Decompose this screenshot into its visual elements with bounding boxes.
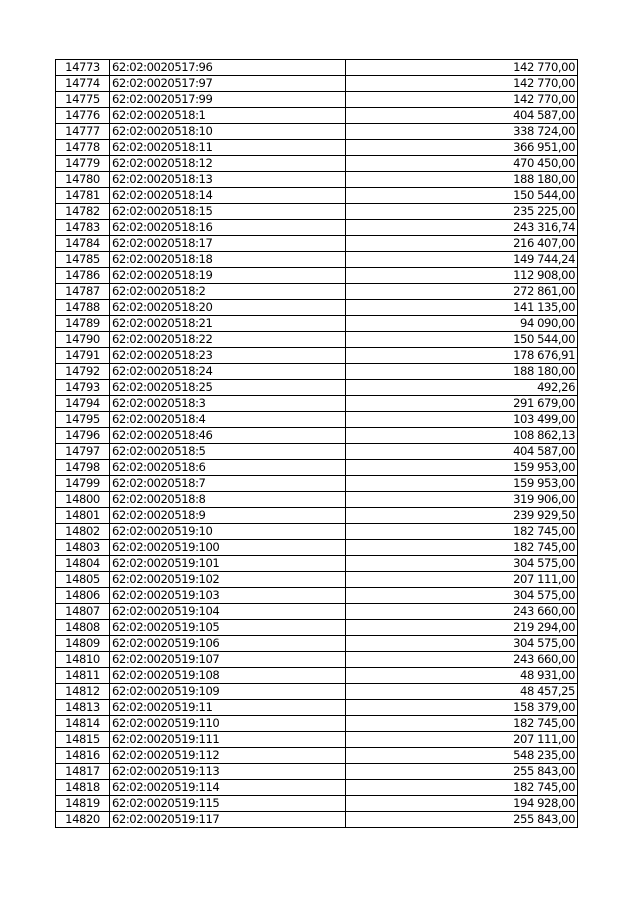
cadastral-value-cell: 182 745,00: [346, 524, 578, 540]
cadastral-value-cell: 150 544,00: [346, 188, 578, 204]
cadastral-value-cell: 182 745,00: [346, 780, 578, 796]
cadastral-value-cell: 243 660,00: [346, 604, 578, 620]
cadastral-value-cell: 149 744,24: [346, 252, 578, 268]
cadastral-value-cell: 239 929,50: [346, 508, 578, 524]
cadastral-value-cell: 255 843,00: [346, 764, 578, 780]
cadastral-number-cell: 62:02:0020518:21: [110, 316, 346, 332]
cadastral-number-cell: 62:02:0020519:110: [110, 716, 346, 732]
table-row: [56, 284, 578, 300]
row-number-cell: 14785: [56, 252, 110, 268]
cadastral-value-cell: 338 724,00: [346, 124, 578, 140]
table-row: [56, 620, 578, 636]
cadastral-value-cell: 291 679,00: [346, 396, 578, 412]
row-number-cell: 14819: [56, 796, 110, 812]
cadastral-number-cell: 62:02:0020518:4: [110, 412, 346, 428]
row-number-cell: 14795: [56, 412, 110, 428]
cadastral-number-cell: 62:02:0020519:113: [110, 764, 346, 780]
row-number-cell: 14809: [56, 636, 110, 652]
table-row: [56, 540, 578, 556]
cadastral-number-cell: 62:02:0020518:6: [110, 460, 346, 476]
table-row: [56, 812, 578, 828]
cadastral-value-cell: 142 770,00: [346, 76, 578, 92]
cadastral-number-cell: 62:02:0020519:109: [110, 684, 346, 700]
row-number-cell: 14773: [56, 60, 110, 76]
cadastral-number-cell: 62:02:0020519:101: [110, 556, 346, 572]
table-row: [56, 428, 578, 444]
cadastral-number-cell: 62:02:0020519:103: [110, 588, 346, 604]
table-row: [56, 108, 578, 124]
row-number-cell: 14793: [56, 380, 110, 396]
cadastral-value-cell: 470 450,00: [346, 156, 578, 172]
cadastral-value-cell: 182 745,00: [346, 716, 578, 732]
cadastral-number-cell: 62:02:0020519:112: [110, 748, 346, 764]
cadastral-value-cell: 158 379,00: [346, 700, 578, 716]
table-row: [56, 588, 578, 604]
row-number-cell: 14783: [56, 220, 110, 236]
cadastral-value-cell: 304 575,00: [346, 588, 578, 604]
cadastral-number-cell: 62:02:0020519:114: [110, 780, 346, 796]
table-row: [56, 268, 578, 284]
cadastral-value-cell: 159 953,00: [346, 460, 578, 476]
row-number-cell: 14820: [56, 812, 110, 828]
table-row: [56, 220, 578, 236]
table-row: [56, 636, 578, 652]
table-row: [56, 556, 578, 572]
row-number-cell: 14786: [56, 268, 110, 284]
cadastral-number-cell: 62:02:0020517:99: [110, 92, 346, 108]
table-row: [56, 524, 578, 540]
cadastral-value-cell: 219 294,00: [346, 620, 578, 636]
cadastral-number-cell: 62:02:0020518:14: [110, 188, 346, 204]
table-row: [56, 748, 578, 764]
table-row: [56, 476, 578, 492]
cadastral-value-cell: 188 180,00: [346, 172, 578, 188]
table-row: [56, 204, 578, 220]
table-row: [56, 732, 578, 748]
row-number-cell: 14774: [56, 76, 110, 92]
row-number-cell: 14794: [56, 396, 110, 412]
cadastral-value-cell: 48 931,00: [346, 668, 578, 684]
cadastral-value-cell: 150 544,00: [346, 332, 578, 348]
table-row: [56, 444, 578, 460]
table-row: [56, 716, 578, 732]
cadastral-value-cell: 178 676,91: [346, 348, 578, 364]
cadastral-value-cell: 48 457,25: [346, 684, 578, 700]
row-number-cell: 14779: [56, 156, 110, 172]
cadastral-value-cell: 304 575,00: [346, 636, 578, 652]
table-row: [56, 460, 578, 476]
cadastral-number-cell: 62:02:0020519:115: [110, 796, 346, 812]
table-row: [56, 412, 578, 428]
cadastral-number-cell: 62:02:0020517:96: [110, 60, 346, 76]
cadastral-value-cell: 194 928,00: [346, 796, 578, 812]
cadastral-number-cell: 62:02:0020518:11: [110, 140, 346, 156]
table-row: [56, 700, 578, 716]
row-number-cell: 14817: [56, 764, 110, 780]
row-number-cell: 14775: [56, 92, 110, 108]
cadastral-number-cell: 62:02:0020518:17: [110, 236, 346, 252]
table-row: [56, 236, 578, 252]
cadastral-number-cell: 62:02:0020518:19: [110, 268, 346, 284]
cadastral-number-cell: 62:02:0020519:105: [110, 620, 346, 636]
table-row: [56, 316, 578, 332]
row-number-cell: 14776: [56, 108, 110, 124]
cadastral-value-cell: 108 862,13: [346, 428, 578, 444]
cadastral-number-cell: 62:02:0020518:46: [110, 428, 346, 444]
cadastral-number-cell: 62:02:0020519:106: [110, 636, 346, 652]
table-row: [56, 508, 578, 524]
table-row: [56, 572, 578, 588]
table-row: [56, 780, 578, 796]
row-number-cell: 14814: [56, 716, 110, 732]
row-number-cell: 14806: [56, 588, 110, 604]
row-number-cell: 14784: [56, 236, 110, 252]
cadastral-value-cell: 142 770,00: [346, 60, 578, 76]
cadastral-number-cell: 62:02:0020518:1: [110, 108, 346, 124]
row-number-cell: 14782: [56, 204, 110, 220]
table-row: [56, 652, 578, 668]
cadastral-value-cell: 182 745,00: [346, 540, 578, 556]
table-row: [56, 764, 578, 780]
table-row: [56, 172, 578, 188]
cadastral-number-cell: 62:02:0020518:16: [110, 220, 346, 236]
cadastral-value-cell: 112 908,00: [346, 268, 578, 284]
cadastral-value-cell: 142 770,00: [346, 92, 578, 108]
table-row: [56, 668, 578, 684]
cadastral-number-cell: 62:02:0020518:20: [110, 300, 346, 316]
table-row: [56, 364, 578, 380]
row-number-cell: 14777: [56, 124, 110, 140]
table-row: [56, 92, 578, 108]
cadastral-number-cell: 62:02:0020518:23: [110, 348, 346, 364]
row-number-cell: 14781: [56, 188, 110, 204]
table-row: [56, 252, 578, 268]
cadastral-number-cell: 62:02:0020519:10: [110, 524, 346, 540]
row-number-cell: 14802: [56, 524, 110, 540]
row-number-cell: 14798: [56, 460, 110, 476]
row-number-cell: 14790: [56, 332, 110, 348]
cadastral-value-cell: 319 906,00: [346, 492, 578, 508]
cadastral-value-cell: 492,26: [346, 380, 578, 396]
row-number-cell: 14816: [56, 748, 110, 764]
cadastral-number-cell: 62:02:0020518:25: [110, 380, 346, 396]
cadastral-number-cell: 62:02:0020519:104: [110, 604, 346, 620]
cadastral-number-cell: 62:02:0020517:97: [110, 76, 346, 92]
row-number-cell: 14812: [56, 684, 110, 700]
cadastral-number-cell: 62:02:0020519:108: [110, 668, 346, 684]
table-row: [56, 156, 578, 172]
cadastral-value-cell: 243 316,74: [346, 220, 578, 236]
cadastral-value-cell: 366 951,00: [346, 140, 578, 156]
cadastral-value-cell: 548 235,00: [346, 748, 578, 764]
row-number-cell: 14804: [56, 556, 110, 572]
cadastral-value-cell: 141 135,00: [346, 300, 578, 316]
row-number-cell: 14792: [56, 364, 110, 380]
cadastral-value-cell: 103 499,00: [346, 412, 578, 428]
cadastral-value-cell: 159 953,00: [346, 476, 578, 492]
cadastral-value-table: [55, 59, 578, 828]
cadastral-value-cell: 404 587,00: [346, 108, 578, 124]
cadastral-value-cell: 207 111,00: [346, 732, 578, 748]
row-number-cell: 14811: [56, 668, 110, 684]
table-row: [56, 332, 578, 348]
cadastral-number-cell: 62:02:0020518:24: [110, 364, 346, 380]
table-row: [56, 380, 578, 396]
row-number-cell: 14791: [56, 348, 110, 364]
row-number-cell: 14808: [56, 620, 110, 636]
table-row: [56, 140, 578, 156]
row-number-cell: 14788: [56, 300, 110, 316]
row-number-cell: 14813: [56, 700, 110, 716]
table-row: [56, 684, 578, 700]
cadastral-number-cell: 62:02:0020518:3: [110, 396, 346, 412]
cadastral-number-cell: 62:02:0020518:5: [110, 444, 346, 460]
table-row: [56, 124, 578, 140]
cadastral-value-cell: 272 861,00: [346, 284, 578, 300]
table-row: [56, 796, 578, 812]
table-row: [56, 188, 578, 204]
cadastral-value-cell: 235 225,00: [346, 204, 578, 220]
table-row: [56, 492, 578, 508]
row-number-cell: 14815: [56, 732, 110, 748]
row-number-cell: 14807: [56, 604, 110, 620]
table-row: [56, 604, 578, 620]
table-row: [56, 60, 578, 76]
row-number-cell: 14799: [56, 476, 110, 492]
row-number-cell: 14818: [56, 780, 110, 796]
row-number-cell: 14789: [56, 316, 110, 332]
row-number-cell: 14800: [56, 492, 110, 508]
cadastral-number-cell: 62:02:0020518:13: [110, 172, 346, 188]
cadastral-value-cell: 94 090,00: [346, 316, 578, 332]
cadastral-number-cell: 62:02:0020519:117: [110, 812, 346, 828]
cadastral-number-cell: 62:02:0020519:100: [110, 540, 346, 556]
row-number-cell: 14778: [56, 140, 110, 156]
cadastral-value-cell: 255 843,00: [346, 812, 578, 828]
cadastral-value-cell: 404 587,00: [346, 444, 578, 460]
table-row: [56, 396, 578, 412]
row-number-cell: 14780: [56, 172, 110, 188]
cadastral-number-cell: 62:02:0020518:8: [110, 492, 346, 508]
row-number-cell: 14801: [56, 508, 110, 524]
cadastral-value-cell: 216 407,00: [346, 236, 578, 252]
cadastral-value-cell: 207 111,00: [346, 572, 578, 588]
row-number-cell: 14796: [56, 428, 110, 444]
table-row: [56, 300, 578, 316]
cadastral-number-cell: 62:02:0020518:7: [110, 476, 346, 492]
row-number-cell: 14805: [56, 572, 110, 588]
row-number-cell: 14787: [56, 284, 110, 300]
cadastral-number-cell: 62:02:0020518:2: [110, 284, 346, 300]
cadastral-number-cell: 62:02:0020518:15: [110, 204, 346, 220]
row-number-cell: 14797: [56, 444, 110, 460]
cadastral-number-cell: 62:02:0020518:22: [110, 332, 346, 348]
table-row: [56, 76, 578, 92]
cadastral-value-cell: 188 180,00: [346, 364, 578, 380]
cadastral-number-cell: 62:02:0020519:11: [110, 700, 346, 716]
cadastral-value-cell: 304 575,00: [346, 556, 578, 572]
cadastral-number-cell: 62:02:0020518:9: [110, 508, 346, 524]
cadastral-number-cell: 62:02:0020519:107: [110, 652, 346, 668]
cadastral-value-cell: 243 660,00: [346, 652, 578, 668]
cadastral-number-cell: 62:02:0020519:102: [110, 572, 346, 588]
cadastral-number-cell: 62:02:0020519:111: [110, 732, 346, 748]
row-number-cell: 14810: [56, 652, 110, 668]
table-row: [56, 348, 578, 364]
cadastral-number-cell: 62:02:0020518:18: [110, 252, 346, 268]
cadastral-number-cell: 62:02:0020518:12: [110, 156, 346, 172]
cadastral-number-cell: 62:02:0020518:10: [110, 124, 346, 140]
row-number-cell: 14803: [56, 540, 110, 556]
table-body: [56, 60, 578, 828]
